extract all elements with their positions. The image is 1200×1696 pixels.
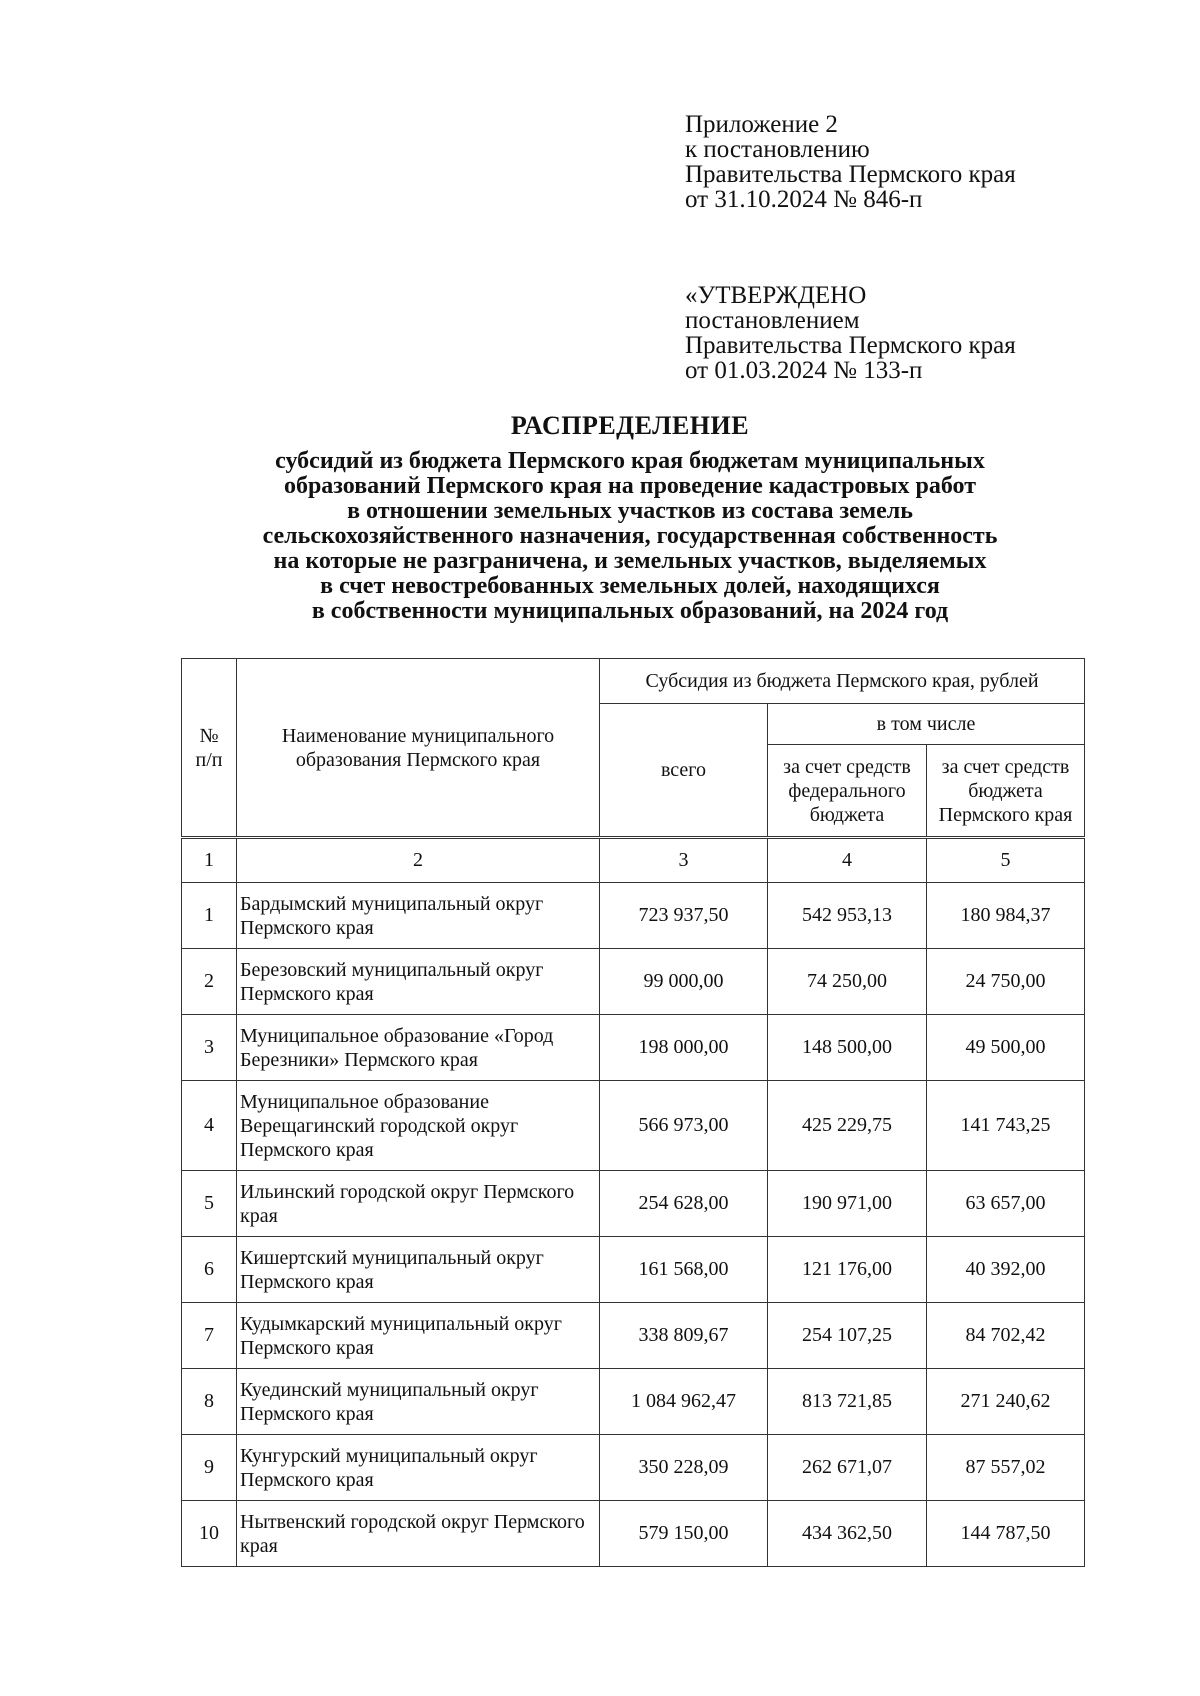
header-federal: за счет средств федерального бюджета (768, 745, 927, 838)
total-amount: 723 937,50 (600, 883, 768, 949)
row-number: 9 (182, 1435, 237, 1501)
total-amount: 1 084 962,47 (600, 1369, 768, 1435)
regional-amount: 63 657,00 (927, 1171, 1085, 1237)
table-row (182, 949, 1085, 1015)
municipality-name: Березовский муниципальный округ Пермского края (237, 949, 600, 1015)
total-amount: 198 000,00 (600, 1015, 768, 1081)
header-no: № п/п (182, 659, 237, 838)
regional-amount: 141 743,25 (927, 1081, 1085, 1171)
federal-amount: 74 250,00 (768, 949, 927, 1015)
column-number-row (182, 838, 1085, 883)
column-number: 5 (927, 838, 1085, 883)
regional-amount: 87 557,02 (927, 1435, 1085, 1501)
subtitle-line: сельскохозяйственного назначения, государственная собственность (262, 523, 998, 549)
appendix-line: Приложение 2 (685, 111, 838, 138)
subtitle-line: субсидий из бюджета Пермского края бюджетам муниципальных (275, 448, 985, 474)
regional-amount: 24 750,00 (927, 949, 1085, 1015)
subsidy-table (181, 658, 1085, 1567)
total-amount: 161 568,00 (600, 1237, 768, 1303)
regional-amount: 180 984,37 (927, 883, 1085, 949)
column-number: 3 (600, 838, 768, 883)
subtitle-line: образований Пермского края на проведение кадастровых работ (283, 473, 977, 499)
row-number: 7 (182, 1303, 237, 1369)
row-number: 6 (182, 1237, 237, 1303)
header-including: в том числе (768, 704, 1085, 745)
row-number: 8 (182, 1369, 237, 1435)
federal-amount: 190 971,00 (768, 1171, 927, 1237)
total-amount: 338 809,67 (600, 1303, 768, 1369)
total-amount: 254 628,00 (600, 1171, 768, 1237)
header-regional: за счет средств бюджета Пермского края (927, 745, 1085, 838)
regional-amount: 49 500,00 (927, 1015, 1085, 1081)
row-number: 3 (182, 1015, 237, 1081)
municipality-name: Ильинский городской округ Пермского края (237, 1171, 600, 1237)
table-row (182, 1015, 1085, 1081)
federal-amount: 262 671,07 (768, 1435, 927, 1501)
federal-amount: 121 176,00 (768, 1237, 927, 1303)
subtitle-line: в счет невостребованных земельных долей, находящихся (320, 573, 940, 599)
subtitle-line: на которые не разграничена, и земельных участков, выделяемых (273, 548, 987, 574)
table-row (182, 1303, 1085, 1369)
municipality-name: Куединский муниципальный округ Пермского края (237, 1369, 600, 1435)
column-number: 4 (768, 838, 927, 883)
approval-line: Правительства Пермского края (685, 332, 1016, 359)
appendix-line: от 31.10.2024 № 846-п (685, 186, 923, 213)
municipality-name: Нытвенский городской округ Пермского края (237, 1501, 600, 1567)
approval-line: «УТВЕРЖДЕНО (685, 282, 867, 309)
regional-amount: 144 787,50 (927, 1501, 1085, 1567)
federal-amount: 542 953,13 (768, 883, 927, 949)
table-row (182, 1237, 1085, 1303)
federal-amount: 254 107,25 (768, 1303, 927, 1369)
total-amount: 350 228,09 (600, 1435, 768, 1501)
row-number: 4 (182, 1081, 237, 1171)
table-row (182, 1501, 1085, 1567)
table-row (182, 1081, 1085, 1171)
approval-line: от 01.03.2024 № 133-п (685, 357, 923, 384)
row-number: 10 (182, 1501, 237, 1567)
regional-amount: 40 392,00 (927, 1237, 1085, 1303)
total-amount: 579 150,00 (600, 1501, 768, 1567)
appendix-line: к постановлению (685, 136, 870, 163)
federal-amount: 434 362,50 (768, 1501, 927, 1567)
federal-amount: 425 229,75 (768, 1081, 927, 1171)
approval-line: постановлением (685, 307, 860, 334)
municipality-name: Кишертский муниципальный округ Пермского края (237, 1237, 600, 1303)
table-row (182, 1369, 1085, 1435)
approval-block (685, 283, 1016, 383)
header-subsidy: Субсидия из бюджета Пермского края, рублей (600, 659, 1085, 704)
federal-amount: 148 500,00 (768, 1015, 927, 1081)
municipality-name: Кунгурский муниципальный округ Пермского края (237, 1435, 600, 1501)
document-subtitle (0, 449, 1200, 624)
total-amount: 99 000,00 (600, 949, 768, 1015)
table-row (182, 883, 1085, 949)
document-title: РАСПРЕДЕЛЕНИЕ (510, 411, 750, 440)
appendix-block (685, 112, 1016, 212)
total-amount: 566 973,00 (600, 1081, 768, 1171)
subtitle-line: в собственности муниципальных образований, на 2024 год (311, 598, 949, 624)
appendix-line: Правительства Пермского края (685, 161, 1016, 188)
header-total: всего (600, 704, 768, 838)
row-number: 2 (182, 949, 237, 1015)
regional-amount: 271 240,62 (927, 1369, 1085, 1435)
municipality-name: Муниципальное образование Верещагинский городской округ Пермского края (237, 1081, 600, 1171)
table-row (182, 1171, 1085, 1237)
federal-amount: 813 721,85 (768, 1369, 927, 1435)
subtitle-line: в отношении земельных участков из состава земель (347, 498, 913, 524)
header-name: Наименование муниципального образования Пермского края (237, 659, 600, 838)
row-number: 5 (182, 1171, 237, 1237)
column-number: 2 (237, 838, 600, 883)
row-number: 1 (182, 883, 237, 949)
regional-amount: 84 702,42 (927, 1303, 1085, 1369)
municipality-name: Муниципальное образование «Город Березники» Пермского края (237, 1015, 600, 1081)
table-row (182, 1435, 1085, 1501)
column-number: 1 (182, 838, 237, 883)
municipality-name: Бардымский муниципальный округ Пермского края (237, 883, 600, 949)
municipality-name: Кудымкарский муниципальный округ Пермского края (237, 1303, 600, 1369)
